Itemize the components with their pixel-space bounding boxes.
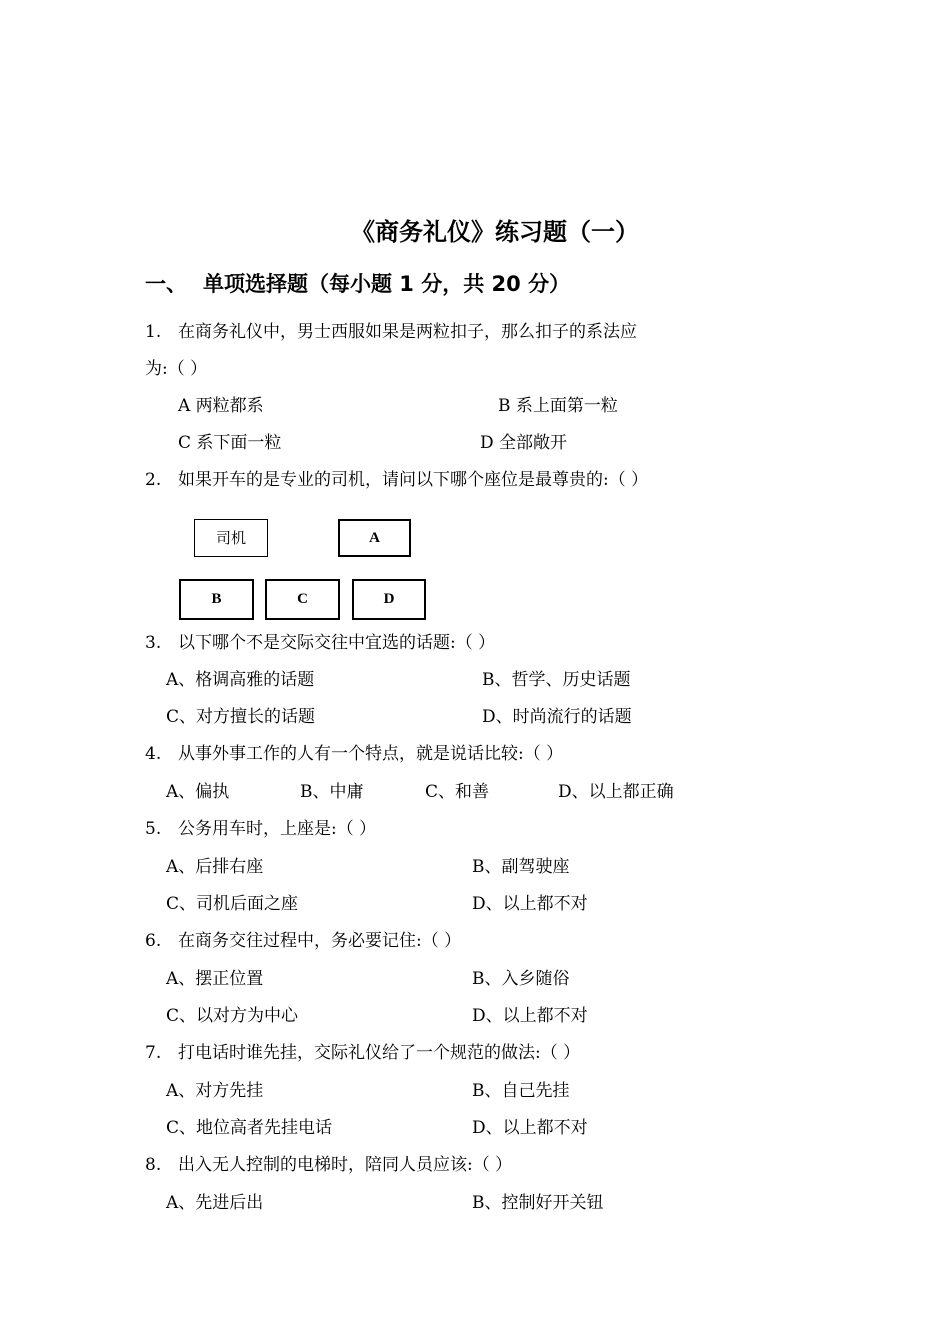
question-3	[145, 631, 495, 655]
option-7b: B、自己先挂	[472, 1081, 570, 1101]
question-text: 在商务礼仪中，男士西服如果是两粒扣子，那么扣子的系法应	[178, 322, 637, 342]
question-text: 在商务交往过程中，务必要记住:（ ）	[178, 931, 462, 951]
question-8	[145, 1153, 512, 1177]
option-4d: D、以上都正确	[558, 782, 674, 802]
option-5d: D、以上都不对	[472, 894, 588, 914]
question-number: 1.	[145, 322, 162, 342]
section-number: 一、	[145, 272, 187, 296]
question-5	[145, 817, 376, 841]
option-3d: D、时尚流行的话题	[482, 707, 632, 727]
option-5a: A、后排右座	[166, 857, 264, 877]
question-number: 8.	[145, 1155, 162, 1175]
section-heading	[145, 268, 570, 298]
question-number: 2.	[145, 470, 162, 490]
seat-rear-right: D	[352, 579, 426, 620]
option-4c: C、和善	[425, 782, 490, 802]
option-3b: B、哲学、历史话题	[482, 670, 631, 690]
question-number: 3.	[145, 633, 162, 653]
question-1-continuation: 为:（ ）	[145, 359, 208, 379]
option-5c: C、司机后面之座	[166, 894, 299, 914]
option-8a: A、先进后出	[166, 1193, 264, 1213]
question-text: 公务用车时，上座是:（ ）	[178, 819, 377, 839]
question-text: 打电话时谁先挂，交际礼仪给了一个规范的做法:（ ）	[178, 1043, 581, 1063]
question-text: 如果开车的是专业的司机，请问以下哪个座位是最尊贵的:（ ）	[178, 470, 649, 490]
question-7	[145, 1041, 580, 1065]
question-number: 4.	[145, 744, 162, 764]
question-2	[145, 468, 648, 492]
seat-front-passenger: A	[338, 519, 411, 557]
option-7d: D、以上都不对	[472, 1118, 588, 1138]
option-7a: A、对方先挂	[166, 1081, 264, 1101]
option-3a: A、格调高雅的话题	[166, 670, 315, 690]
seat-rear-middle: C	[265, 579, 340, 620]
option-8b: B、控制好开关钮	[472, 1193, 604, 1213]
option-6c: C、以对方为中心	[166, 1006, 299, 1026]
option-6d: D、以上都不对	[472, 1006, 588, 1026]
option-1b: B 系上面第一粒	[498, 396, 618, 416]
question-1	[145, 320, 637, 344]
question-text: 以下哪个不是交际交往中宜选的话题:（ ）	[178, 633, 496, 653]
option-6a: A、摆正位置	[166, 969, 264, 989]
option-7c: C、地位高者先挂电话	[166, 1118, 333, 1138]
question-number: 5.	[145, 819, 162, 839]
option-1a: A 两粒都系	[178, 396, 264, 416]
option-1c: C 系下面一粒	[178, 433, 282, 453]
question-text: 出入无人控制的电梯时，陪同人员应该:（ ）	[178, 1155, 513, 1175]
question-number: 6.	[145, 931, 162, 951]
seat-driver: 司机	[194, 519, 268, 557]
option-3c: C、对方擅长的话题	[166, 707, 316, 727]
seat-rear-left: B	[179, 579, 254, 620]
option-6b: B、入乡随俗	[472, 969, 570, 989]
question-number: 7.	[145, 1043, 162, 1063]
section-label: 单项选择题（每小题 1 分，共 20 分）	[203, 272, 571, 296]
option-4a: A、偏执	[166, 782, 230, 802]
question-4	[145, 742, 563, 766]
page-title: 《商务礼仪》练习题（一）	[351, 218, 639, 246]
option-1d: D 全部敞开	[480, 433, 568, 453]
question-6	[145, 929, 461, 953]
option-4b: B、中庸	[300, 782, 364, 802]
option-5b: B、副驾驶座	[472, 857, 570, 877]
question-text: 从事外事工作的人有一个特点，就是说话比较:（ ）	[178, 744, 564, 764]
